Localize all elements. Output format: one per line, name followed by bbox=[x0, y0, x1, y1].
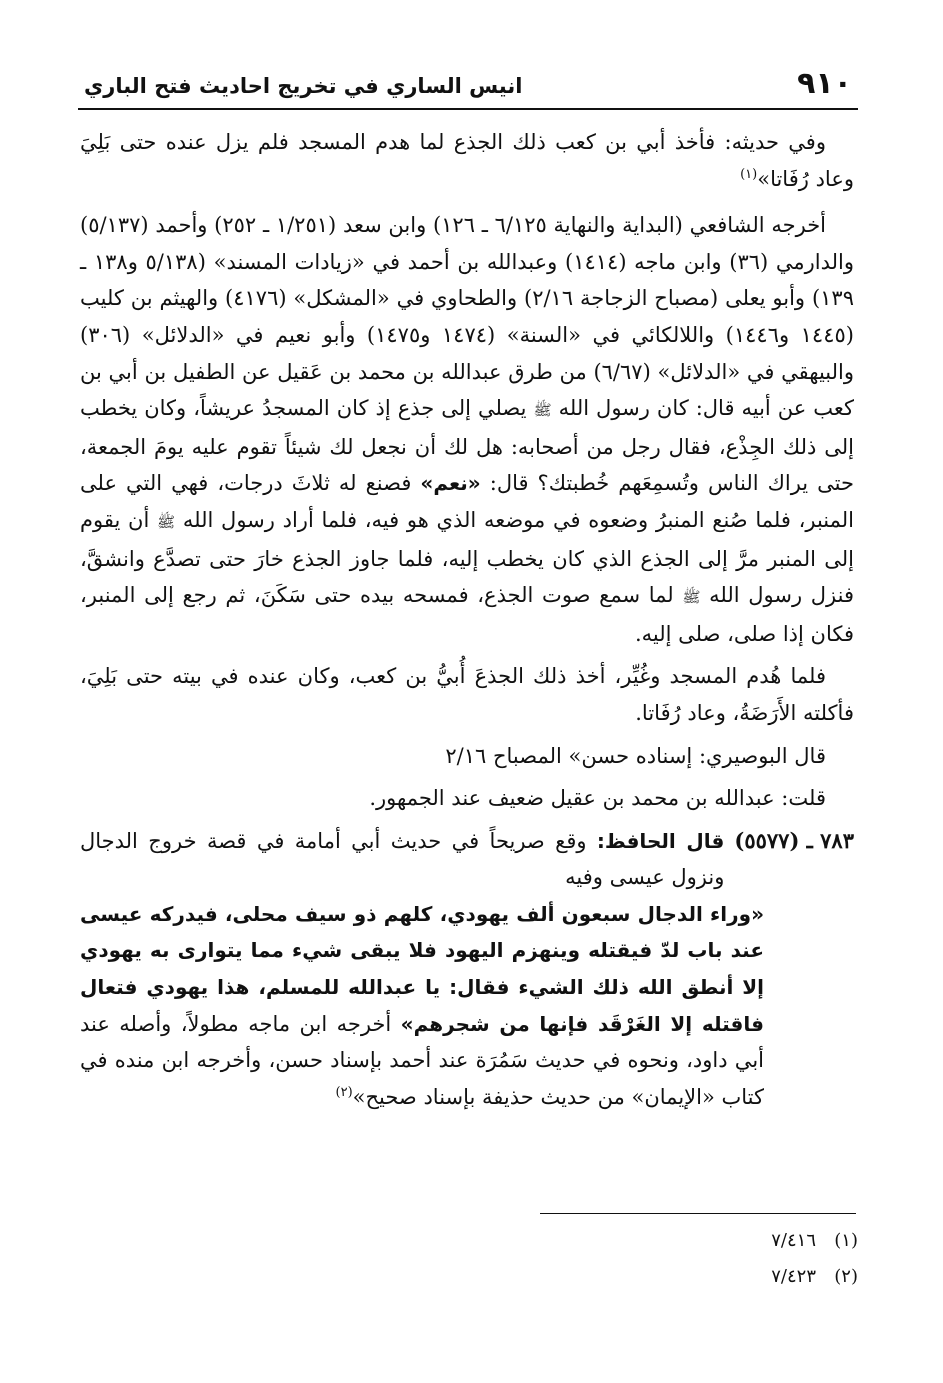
entry-text bbox=[80, 823, 734, 896]
entry-label: قال الحافظ: bbox=[596, 828, 725, 853]
page-number: ٩١٠ bbox=[797, 66, 852, 101]
main-text bbox=[80, 124, 854, 1115]
paragraph-text: لما سمع صوت الجذع، فمسحه بيده حتى سَكَنَ، ثم رجع إلى المنبر، فكان إذا صلى، صلى إليه. bbox=[80, 583, 854, 646]
footnote-number: (٢) bbox=[834, 1266, 858, 1287]
entry-takhrij: أخرجه ابن ماجه مطولاً، وأصله عند أبي داود، ونحوه في حديث سَمُرَة عند أحمد بإسناد حسن، وأخرجه ابن منده في كتاب «الإيمان» من حديث حذيفة بإسناد صحيح» bbox=[80, 1011, 764, 1109]
footnote-text: ٧/٤٢٣ bbox=[771, 1266, 816, 1287]
entry-body bbox=[80, 896, 854, 1116]
paragraph-text: أن يقوم إلى المنبر مرَّ إلى الجذع الذي كان يخطب إليه، فلما جاوز الجذع خارَ حتى تصدَّع وانشقَّ، فنزل رسول الله bbox=[80, 507, 854, 608]
paragraph-text: فصنع له ثلاثَ درجات، فهي التي على المنبر، فلما صُنع المنبرُ وضعوه في موضعه الذي هو فيه، فلما أراد رسول الله bbox=[80, 471, 854, 532]
pbuh-glyph: ﷺ bbox=[682, 588, 701, 607]
paragraph-hadith-quote bbox=[80, 124, 854, 197]
paragraph-text: وفي حديثه: فأخذ أبي بن كعب ذلك الجذع لما هدم المسجد فلم يزل عنده حتى بَلِيَ وعاد رُفَاتا» bbox=[80, 130, 854, 191]
paragraph-continuation: فلما هُدم المسجد وغُيِّر، أخذ ذلك الجذعَ أُبيُّ بن كعب، وكان عنده في بيته حتى بَلِيَ، فأكلته الأَرَضَةُ، وعاد رُفَاتا. bbox=[80, 664, 854, 725]
author-note: قلت: عبدالله بن محمد بن عقيل ضعيف عند الجمهور. bbox=[369, 786, 826, 811]
footnote-ref-1: (١) bbox=[740, 166, 758, 182]
quoted-word: «نعم» bbox=[420, 471, 481, 496]
footnotes bbox=[700, 1223, 858, 1295]
page-header bbox=[78, 62, 858, 110]
footnote-divider bbox=[540, 1213, 856, 1214]
footnote bbox=[700, 1259, 858, 1295]
entry-intro: وقع صريحاً في حديث أبي أمامة في قصة خروج الدجال ونزول عيسى وفيه bbox=[80, 828, 725, 890]
paragraph-text: أخرجه الشافعي (البداية والنهاية ٦/١٢٥ ـ ١٢٦) وابن سعد (١/٢٥١ ـ ٢٥٢) وأحمد (٥/١٣٧) والدارمي (٣٦) وابن ماجه (١٤١٤) وعبدالله بن أحمد في «زيادات المسند» (٥/١٣٨ و١٣٨ ـ ١٣٩) وأبو يعلى (مصباح الزجاجة ٢/١٦) والطحاوي في «المشكل» (٤١٧٦) والهيثم بن كليب (١٤٤٥ و١٤٤٦) واللالكائي في «السنة» (١٤٧٤ و١٤٧٥) وأبو نعيم في «الدلائل» (٣٠٦) والبيهقي في «الدلائل» (٦/٦٧) من طرق عبدالله بن محمد بن عَقيل عن الطفيل بن أبي بن كعب عن أبيه قال: كان رسول الله bbox=[80, 213, 854, 421]
paragraph-text: يصلي إلى جذع إذ كان المسجدُ عريشاً، وكان يخطب إلى ذلك الجِذْع، فقال رجل من أصحابه: هل لك أن نجعل لك شيئاً تقوم عليه يومَ الجمعة، حتى يراك الناس وتُسمِعَهم خُطبتك؟ قال: bbox=[80, 396, 854, 496]
pbuh-glyph: ﷺ bbox=[533, 401, 552, 420]
footnote bbox=[700, 1223, 858, 1259]
footnote-number: (١) bbox=[834, 1230, 858, 1251]
hadith-text: «وراء الدجال سبعون ألف يهودي، كلهم ذو سيف محلى، فيدركه عيسى عند باب لدّ فيقتله وينهزم اليهود فلا يبقى شيء مما يتوارى به يهودي إلا أنطق الله ذلك الشيء فقال: يا عبدالله للمسلم، هذا يهودي فتعال فاقتله إلا الغَرْقَد فإنها من شجرهم» bbox=[80, 901, 764, 1036]
hadith-entry bbox=[80, 823, 854, 896]
entry-number: ٧٨٣ ـ (٥٥٧٧) bbox=[734, 827, 854, 853]
pbuh-glyph: ﷺ bbox=[157, 512, 176, 531]
running-title: انيس الساري في تخريج احاديث فتح الباري bbox=[84, 74, 523, 98]
footnote-ref-2: (٢) bbox=[335, 1084, 353, 1100]
busiri-note: قال البوصيري: إسناده حسن» المصباح ٢/١٦ bbox=[445, 743, 826, 768]
paragraph-takhrij bbox=[80, 207, 854, 652]
footnote-text: ٧/٤١٦ bbox=[771, 1230, 816, 1251]
